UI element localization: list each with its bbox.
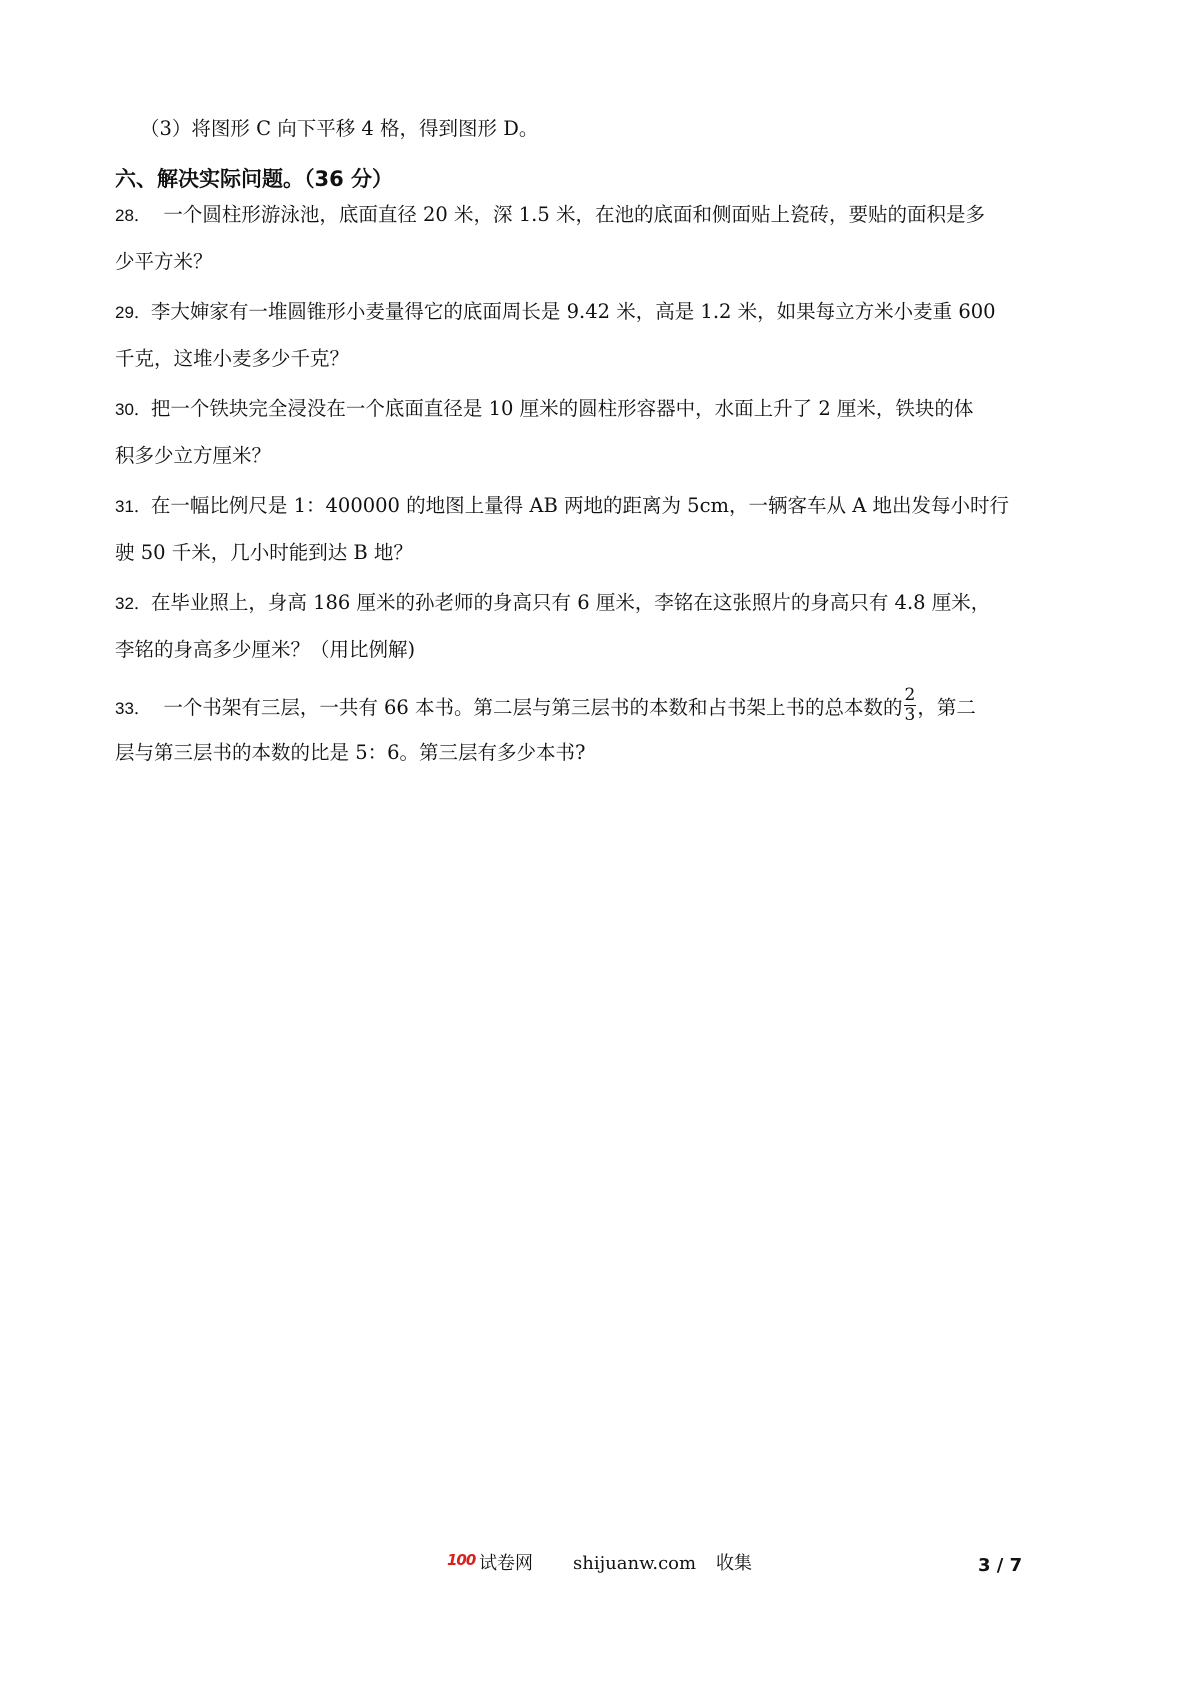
question-number: 33． [115,699,151,718]
fraction [904,687,917,724]
question-29-cont: 千克，这堆小麦多少千克？ [115,347,350,370]
fraction-denominator: 3 [904,705,916,725]
question-text: 一个圆柱形游泳池，底面直径 20 米，深 1.5 米，在池的底面和侧面贴上瓷砖，要贴的面积是多 [163,203,985,226]
question-31 [115,496,1009,516]
collect-label: 收集 [716,1553,752,1574]
question-32-cont: 李铭的身高多少厘米？（用比例解) [115,638,416,661]
site-logo: 100 [447,1551,476,1569]
question-text: 在一幅比例尺是 1：400000 的地图上量得 AB 两地的距离为 5cm，一辆客车从 A 地出发每小时行 [150,494,1009,517]
question-text: 一个书架有三层，一共有 66 本书。第二层与第三层书的本数和占书架上书的总本数的 [163,696,903,719]
section-heading: 六、解决实际问题。（36 分） [115,167,394,191]
item-3-text: （3）将图形 C 向下平移 4 格，得到图形 D。 [140,117,539,140]
question-28-cont: 少平方米？ [115,250,213,273]
question-30 [115,399,973,419]
question-33-cont: 层与第三层书的本数的比是 5：6。第三层有多少本书? [115,741,586,764]
question-text: 在毕业照上，身高 186 厘米的孙老师的身高只有 6 厘米，李铭在这张照片的身高只有 4.8 厘米， [150,591,991,614]
question-28 [115,205,985,225]
site-domain: shijuanw.com [573,1553,697,1574]
question-32 [115,593,990,613]
question-number: 28． [115,206,151,225]
fraction-numerator: 2 [904,685,916,705]
question-31-cont: 驶 50 千米，几小时能到达 B 地？ [115,541,413,564]
question-text-cont: ，第二 [917,696,976,719]
question-33 [115,685,976,727]
question-number: 30． [115,400,151,419]
question-text: 李大婶家有一堆圆锥形小麦量得它的底面周长是 9.42 米，高是 1.2 米，如果每立方米小麦重 600 [150,300,996,323]
page-number: 3 / 7 [978,1555,1023,1576]
question-number: 29． [115,303,151,322]
question-text: 把一个铁块完全浸没在一个底面直径是 10 厘米的圆柱形容器中，水面上升了 2 厘米，铁块的体 [150,397,974,420]
question-number: 31． [115,497,151,516]
question-number: 32． [115,594,151,613]
question-29 [115,302,996,322]
site-name: 试卷网 [479,1553,533,1574]
question-30-cont: 积多少立方厘米？ [115,444,272,467]
